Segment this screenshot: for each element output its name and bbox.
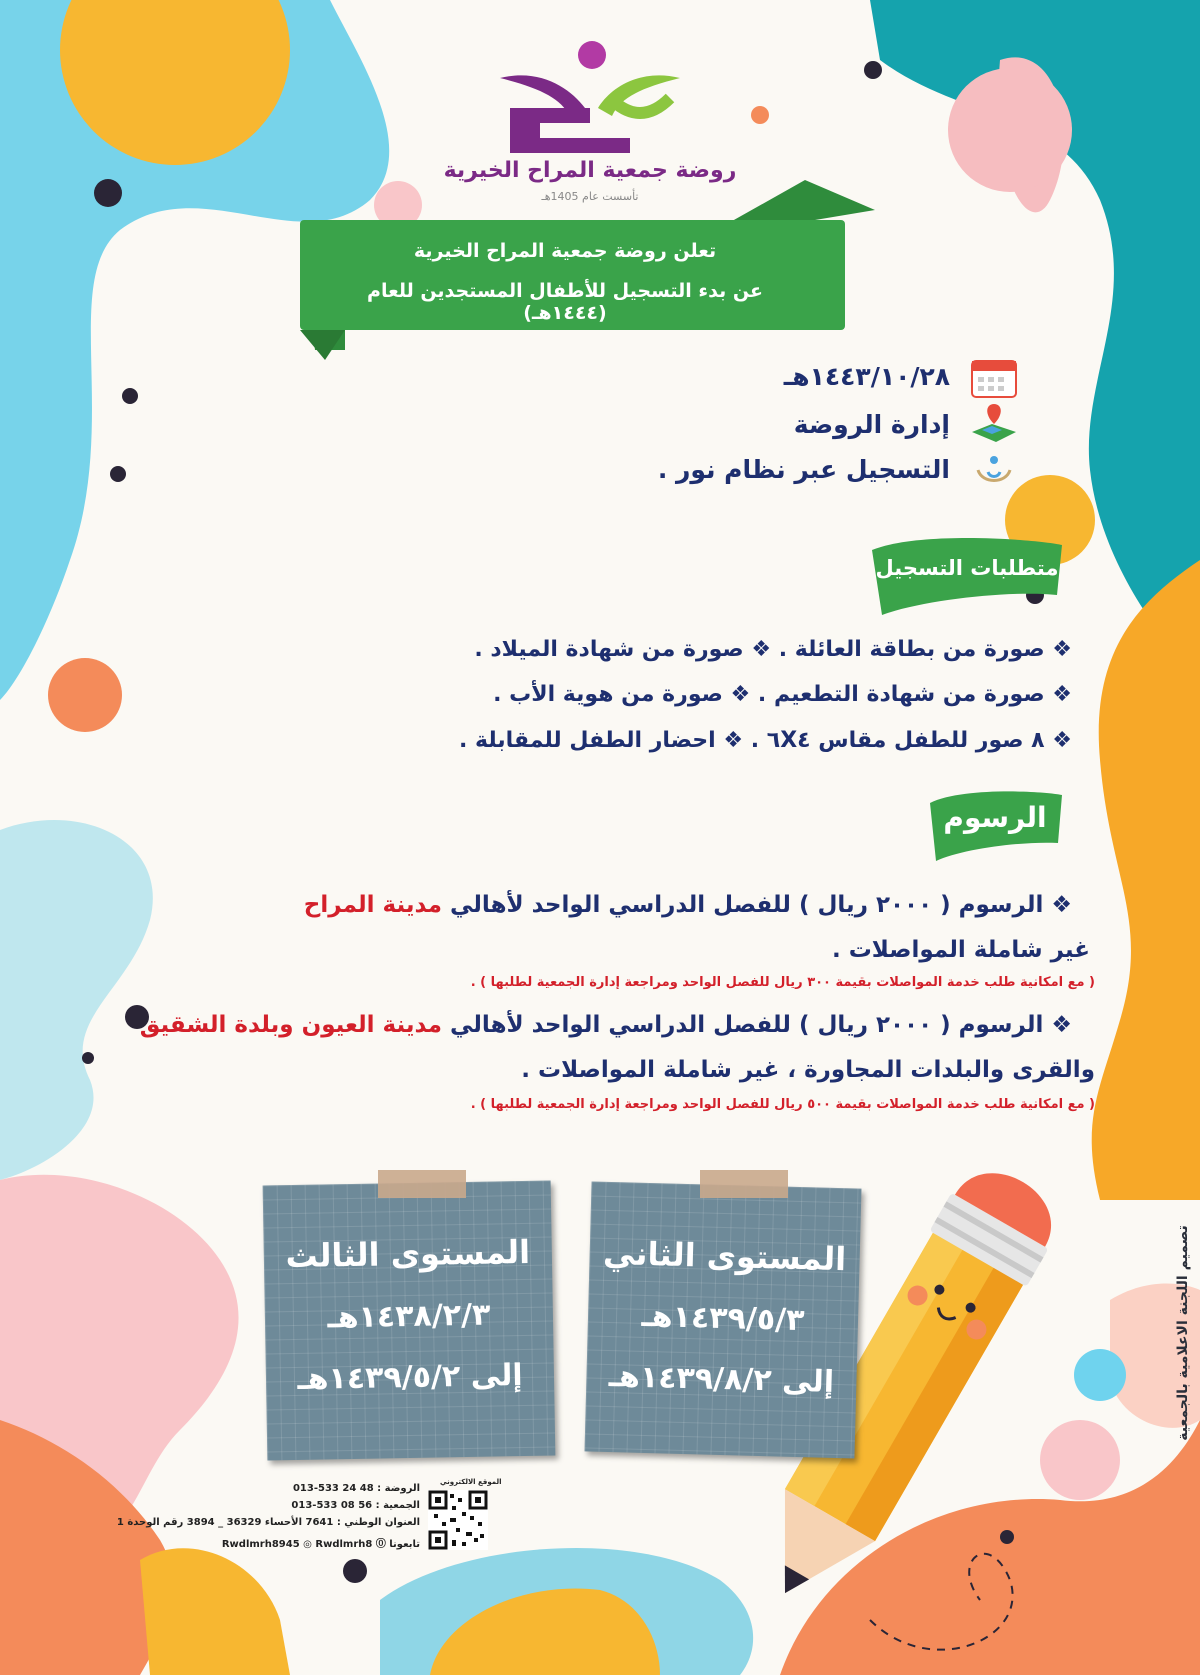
fee-1-text: ❖ الرسوم ( ٢٠٠٠ ريال ) للفصل الدراسي الواحد لأهالي [442,892,1072,918]
kindergarten-phone: الروضة : 48 24 533-013 [292,1483,420,1494]
registration-method: التسجيل عبر نظام نور . [657,455,950,484]
requirement-line-1: ❖ صورة من بطاقة العائلة . ❖ صورة من شهادة الميلاد . [474,637,1072,662]
fee-2-line-2: والقرى والبلدات المجاورة ، غير شاملة المواصلات . [521,1057,1095,1083]
fee-1-line-1 [304,892,1072,918]
level-3-from: ١٤٣٨/٢/٣هـ [327,1297,491,1336]
map-location-icon [968,402,1020,446]
fee-2-line-1 [140,1012,1072,1038]
registration-place: إدارة الروضة [793,410,950,439]
banner-line-1: تعلن روضة جمعية المراح الخيرية [413,240,717,262]
national-address: العنوان الوطني : 7641 الأحساء 36329 _ 3894 رقم الوحدة 1 [116,1517,420,1528]
level-3-board [263,1181,556,1461]
logo-name: روضة جمعية المراح الخيرية [443,158,737,183]
design-credit [1168,1145,1196,1535]
level-3-to: إلى ١٤٣٩/٥/٢هـ [297,1358,523,1397]
fee-2-city: مدينة العيون وبلدة الشقيق [139,1012,443,1038]
level-3-tape [378,1170,466,1198]
twitter-icon: ⓪ [375,1539,386,1550]
logo [480,38,700,158]
design-credit-text: تصميم اللجنة الاعلامية بالجمعية [1175,1225,1191,1441]
requirements-title: متطلبات التسجيل [875,556,1059,580]
logo-founded: تأسست عام 1405هـ [541,190,639,203]
social-handle-1[interactable]: Rwdlmrh8945 [221,1539,300,1550]
social-links [222,1535,420,1550]
fee-1-note: ( مع امكانية طلب خدمة المواصلات بقيمة ٣٠٠ ريال للفصل الواحد ومراجعة إدارة الجمعية لطلبها ) . [470,975,1095,990]
level-2-board [585,1182,862,1459]
fees-title: الرسوم [943,801,1047,834]
fee-1-city: مدينة المراح [303,892,443,918]
website-label: الموقع الالكتروني [440,1478,502,1486]
requirement-line-3: ❖ ٨ صور للطفل مقاس ٦X٤ . ❖ احضار الطفل للمقابلة . [459,728,1072,753]
qr-code[interactable] [428,1490,488,1550]
level-2-from: ١٤٣٩/٥/٣هـ [641,1298,805,1339]
social-handle-2[interactable]: Rwdlmrh8 [315,1539,373,1550]
level-3-title: المستوى الثالث [285,1232,531,1276]
announcement-banner-shape [285,180,885,370]
level-2-tape [700,1170,788,1198]
fee-2-note: ( مع امكانية طلب خدمة المواصلات بقيمة ٥٠٠ ريال للفصل الواحد ومراجعة إدارة الجمعية لطلبها ) . [470,1097,1095,1112]
noor-system-icon [968,448,1020,492]
calendar-icon [968,355,1020,399]
instagram-icon: ◎ [303,1539,312,1550]
requirement-line-2: ❖ صورة من شهادة التطعيم . ❖ صورة من هوية الأب . [493,682,1072,707]
registration-date: ١٤٤٣/١٠/٢٨هـ [783,362,950,391]
level-2-to: إلى ١٤٣٩/٨/٢هـ [608,1359,835,1400]
fee-1-line-2: غير شاملة المواصلات . [831,937,1090,963]
fee-2-text: ❖ الرسوم ( ٢٠٠٠ ريال ) للفصل الدراسي الواحد لأهالي [442,1012,1072,1038]
banner-line-2: عن بدء التسجيل للأطفال المستجدين للعام (١٤٤٤هـ) [367,280,763,324]
follow-label: تابعونا [389,1539,420,1550]
logo-emblem-icon [480,38,700,158]
association-phone: الجمعية : 56 08 533-013 [291,1500,420,1511]
level-2-title: المستوى الثاني [602,1233,847,1279]
